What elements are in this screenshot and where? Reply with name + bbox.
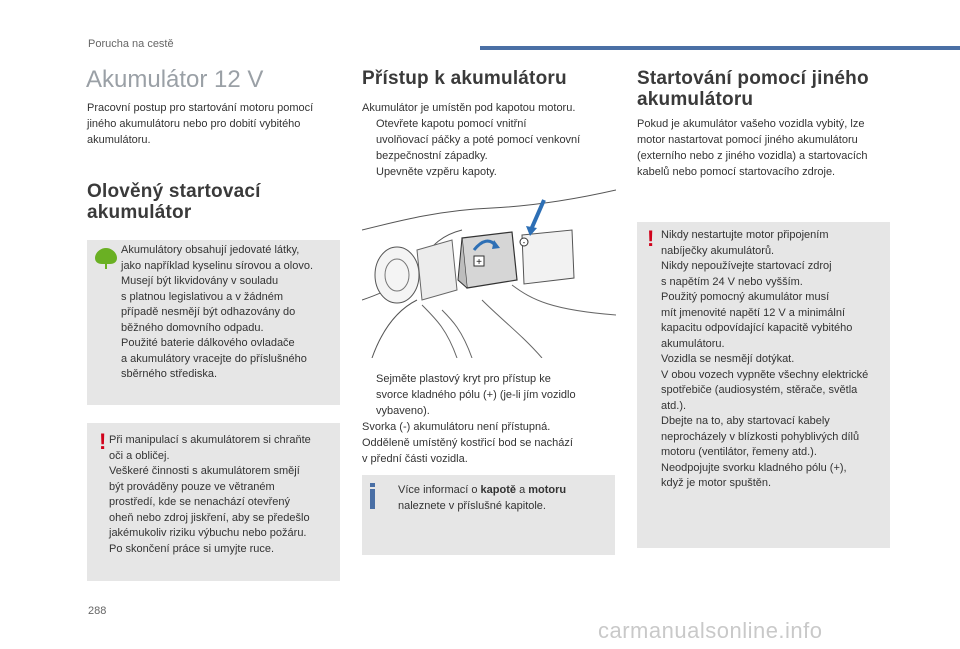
warn-line: Použitý pomocný akumulátor musí <box>661 291 830 303</box>
intro-line: motor nastartovat pomocí jiného akumulátoru <box>637 134 858 146</box>
warning-box-left <box>87 423 340 581</box>
warning-text-right <box>661 228 889 492</box>
warn-line: V obou vozech vypněte všechny elektrické <box>661 368 869 381</box>
link-hood: kapotě <box>480 484 517 496</box>
info-icon <box>370 489 375 509</box>
step-line: bezpečnostní západky. <box>376 150 488 162</box>
warn-line: mít jmenovité napětí 12 V a minimální <box>661 306 846 319</box>
link-engine: motoru <box>528 484 567 496</box>
after-line: Svorka (-) akumulátoru není přístupná. <box>362 421 551 433</box>
step-hood-prop <box>362 164 617 180</box>
warn-line: Neodpojujte svorku kladného pólu (+), <box>661 461 847 474</box>
step-line: Otevřete kapotu pomocí vnitřní <box>376 118 527 130</box>
warn-line: když je motor spuštěn. <box>661 477 772 489</box>
right-heading <box>637 68 869 110</box>
middle-steps-2 <box>362 371 617 467</box>
intro-line: (externího nebo z jiného vozidla) a startovacích <box>637 150 868 162</box>
warn-line: Nikdy nestartujte motor připojením <box>661 229 829 241</box>
warn-line: jakémukoliv riziku výbuchu nebo požáru. <box>109 527 307 539</box>
middle-steps-1 <box>362 116 617 180</box>
warn-line: akumulátoru. <box>661 337 725 350</box>
step-line: Upevněte vzpěru kapoty. <box>376 166 497 178</box>
eco-line: sběrného střediska. <box>121 368 217 380</box>
battery-illustration <box>362 180 616 358</box>
warn-line: neprocházely v blízkosti pohyblivých dílů <box>661 430 860 443</box>
info-line-2: naleznete v příslušné kapitole. <box>398 499 546 512</box>
step-line: svorce kladného pólu (+) (je-li jím vozidlo <box>376 389 576 401</box>
eco-note-box <box>87 240 340 405</box>
left-intro: Pracovní postup pro startování motoru pomocí jiného akumulátoru nebo pro dobití vybitého akumulátoru. <box>87 102 314 146</box>
warn-line: atd.). <box>661 399 687 412</box>
warn-line: oči a obličej. <box>109 449 170 462</box>
watermark: carmanualsonline.info <box>598 618 823 643</box>
step-line: Sejměte plastový kryt pro přístup ke <box>376 373 551 385</box>
warn-line: Vozidla se nesmějí dotýkat. <box>661 353 795 365</box>
after-line: Odděleně umístěný kostřicí bod se nachází <box>362 437 573 449</box>
page-number: 288 <box>88 605 107 617</box>
info-text <box>398 483 608 514</box>
header-rule <box>480 46 960 50</box>
eco-line: běžného domovního odpadu. <box>121 321 264 334</box>
left-heading-line1: Olověný startovací <box>87 181 261 202</box>
info-mid: a <box>516 484 529 496</box>
middle-intro: Akumulátor je umístěn pod kapotou motoru. <box>362 102 576 114</box>
warn-line: oheň nebo zdroj jiskření, aby se předešlo <box>109 511 310 524</box>
warning-box-right <box>637 222 890 548</box>
leaf-icon <box>93 246 119 270</box>
step-line: uvolňovací páčky a poté pomocí venkovní <box>376 134 581 146</box>
left-heading-line2: akumulátor <box>87 202 192 223</box>
eco-line: Musejí být likvidovány v souladu <box>121 275 279 287</box>
warn-line: být prováděny pouze ve větraném <box>109 480 275 493</box>
info-box <box>362 475 615 555</box>
warn-line: Dbejte na to, aby startovací kabely <box>661 415 830 427</box>
warn-line: Veškeré činnosti s akumulátorem smějí <box>109 465 300 477</box>
warn-line: Při manipulací s akumulátorem si chraňte <box>109 434 311 446</box>
warn-line: kapacitu odpovídající kapacitě vybitého <box>661 322 853 334</box>
warning-text-left <box>109 433 337 557</box>
right-intro <box>637 116 897 180</box>
eco-line: Akumulátory obsahují jedovaté látky, <box>121 244 300 256</box>
intro-line: kabelů nebo pomocí startovacího zdroje. <box>637 166 836 178</box>
right-heading-line1: Startování pomocí jiného <box>637 68 869 89</box>
warn-line: nabíječky akumulátorů. <box>661 244 775 257</box>
warning-icon: ! <box>647 226 655 251</box>
step-line: vybaveno). <box>376 405 430 417</box>
middle-heading: Přístup k akumulátoru <box>362 68 567 89</box>
page-title: Akumulátor 12 V <box>86 66 264 93</box>
step-remove-cover <box>362 371 617 419</box>
warn-line: prostředí, kde se nenachází otevřený <box>109 496 290 508</box>
right-heading-line2: akumulátoru <box>637 89 754 110</box>
eco-line: jako například kyselinu sírovou a olovo. <box>121 259 313 272</box>
warn-line: Nikdy nepoužívejte startovací zdroj <box>661 260 832 272</box>
warn-line: Po skončení práce si umyjte ruce. <box>109 542 275 555</box>
plus-terminal-label: + <box>476 257 482 268</box>
step-open-hood <box>362 116 617 164</box>
after-line: v přední části vozidla. <box>362 453 468 465</box>
info-prefix: Více informací o <box>398 484 481 496</box>
warn-line: spotřebiče (audiosystém, stěrače, světla <box>661 384 858 396</box>
intro-line: Pokud je akumulátor vašeho vozidla vybitý, lze <box>637 118 865 130</box>
eco-line: Použité baterie dálkového ovladače <box>121 337 295 349</box>
eco-line: případě nesmějí být odhazovány do <box>121 306 296 318</box>
eco-line: a akumulátory vracejte do příslušného <box>121 352 307 365</box>
left-heading <box>87 181 261 223</box>
warning-icon: ! <box>99 429 107 454</box>
info-line-1 <box>398 483 608 499</box>
section-label: Porucha na cestě <box>88 38 174 50</box>
eco-note-text <box>121 243 336 383</box>
minus-terminal-label: - <box>522 238 526 247</box>
eco-line: s platnou legislativou a v žádném <box>121 290 284 303</box>
warn-line: motoru (ventilátor, řemeny atd.). <box>661 446 817 458</box>
warn-line: s napětím 24 V nebo vyšším. <box>661 275 803 288</box>
